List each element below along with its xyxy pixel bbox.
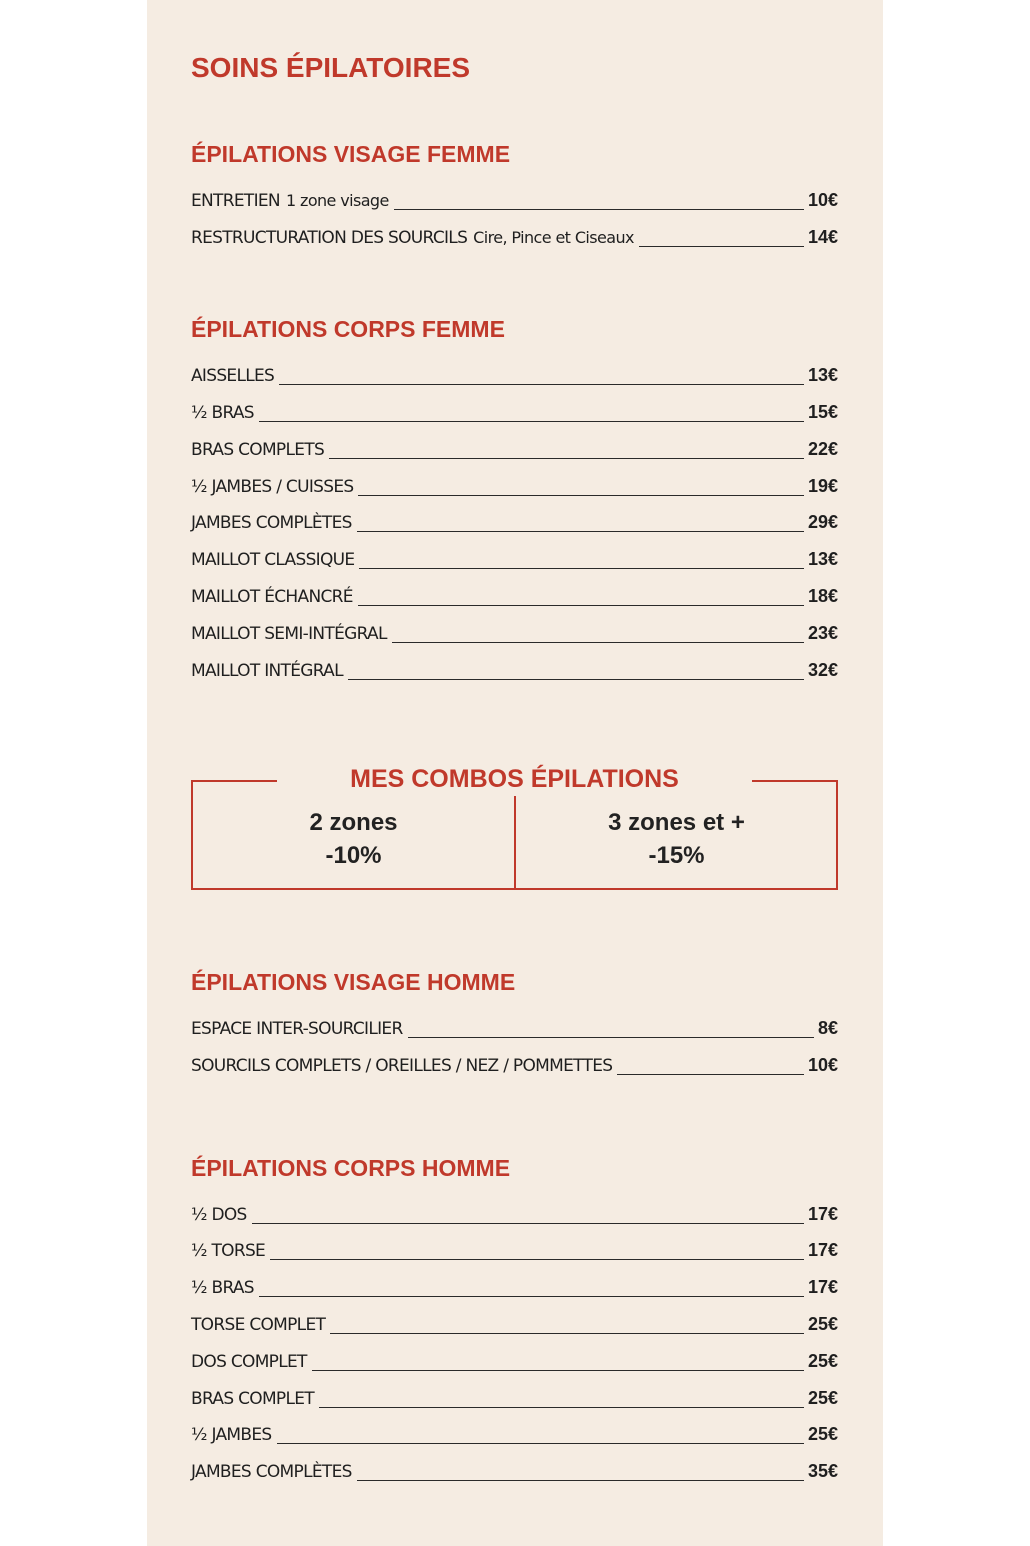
dotted-leader bbox=[348, 678, 804, 680]
item-label: RESTRUCTURATION DES SOURCILS bbox=[191, 228, 468, 248]
price-row bbox=[191, 549, 838, 575]
item-price: 13€ bbox=[807, 549, 838, 569]
dotted-leader bbox=[358, 494, 803, 496]
price-row bbox=[191, 660, 838, 686]
item-label: DOS COMPLET bbox=[191, 1352, 307, 1372]
combo-option bbox=[193, 806, 514, 872]
dotted-leader bbox=[330, 1332, 804, 1334]
item-label: ½ JAMBES bbox=[191, 1425, 272, 1445]
dotted-leader bbox=[617, 1073, 804, 1075]
dotted-leader bbox=[252, 1222, 804, 1224]
dotted-leader bbox=[394, 208, 804, 210]
item-detail: Cire, Pince et Ciseaux bbox=[473, 228, 634, 247]
item-price: 25€ bbox=[807, 1314, 838, 1334]
item-label: MAILLOT INTÉGRAL bbox=[191, 661, 343, 681]
dotted-leader bbox=[319, 1406, 804, 1408]
dotted-leader bbox=[259, 420, 804, 422]
price-row bbox=[191, 512, 838, 538]
combo-zones: 3 zones et + bbox=[608, 809, 745, 836]
item-price: 15€ bbox=[807, 402, 838, 422]
item-label: ENTRETIEN bbox=[191, 191, 280, 211]
combo-box bbox=[191, 780, 838, 890]
item-price: 25€ bbox=[807, 1424, 838, 1444]
item-price: 8€ bbox=[817, 1018, 838, 1038]
dotted-leader bbox=[359, 567, 804, 569]
price-row bbox=[191, 1240, 838, 1266]
item-label: BRAS COMPLETS bbox=[191, 440, 325, 460]
dotted-leader bbox=[392, 641, 804, 643]
item-price: 19€ bbox=[807, 476, 838, 496]
item-price: 14€ bbox=[807, 227, 838, 247]
section-title-corps-homme: ÉPILATIONS CORPS HOMME bbox=[191, 1155, 511, 1181]
price-row bbox=[191, 476, 838, 502]
dotted-leader bbox=[357, 530, 804, 532]
dotted-leader bbox=[277, 1442, 804, 1444]
item-price: 25€ bbox=[807, 1351, 838, 1371]
item-price: 23€ bbox=[807, 623, 838, 643]
item-price: 29€ bbox=[807, 512, 838, 532]
item-label: MAILLOT ÉCHANCRÉ bbox=[191, 587, 353, 607]
item-detail: 1 zone visage bbox=[285, 191, 389, 210]
dotted-leader bbox=[358, 604, 804, 606]
price-row bbox=[191, 1314, 838, 1340]
price-row bbox=[191, 1204, 838, 1230]
price-row bbox=[191, 1388, 838, 1414]
item-label: SOURCILS COMPLETS / OREILLES / NEZ / POMMETTES bbox=[191, 1056, 613, 1076]
item-label: AISSELLES bbox=[191, 366, 275, 386]
item-price: 13€ bbox=[807, 365, 838, 385]
dotted-leader bbox=[279, 383, 804, 385]
item-price: 17€ bbox=[807, 1277, 838, 1297]
price-row bbox=[191, 402, 838, 428]
price-row bbox=[191, 227, 838, 253]
item-label: ½ JAMBES / CUISSES bbox=[191, 477, 354, 497]
item-label: ESPACE INTER-SOURCILIER bbox=[191, 1019, 403, 1039]
dotted-leader bbox=[329, 457, 804, 459]
section-title-corps-femme: ÉPILATIONS CORPS FEMME bbox=[191, 316, 505, 342]
combo-zones: 2 zones bbox=[309, 809, 398, 836]
combo-discount: -10% bbox=[325, 842, 382, 869]
price-row bbox=[191, 1018, 838, 1044]
price-row bbox=[191, 439, 838, 465]
item-label: TORSE COMPLET bbox=[191, 1315, 326, 1335]
item-label: JAMBES COMPLÈTES bbox=[191, 1462, 352, 1482]
item-label: ½ TORSE bbox=[191, 1241, 266, 1261]
dotted-leader bbox=[312, 1369, 804, 1371]
item-label: ½ BRAS bbox=[191, 403, 254, 423]
item-price: 10€ bbox=[807, 190, 838, 210]
item-price: 10€ bbox=[807, 1055, 838, 1075]
price-row bbox=[191, 1277, 838, 1303]
dotted-leader bbox=[270, 1258, 804, 1260]
dotted-leader bbox=[357, 1479, 804, 1481]
price-row bbox=[191, 1424, 838, 1450]
price-row bbox=[191, 1055, 838, 1081]
price-row bbox=[191, 586, 838, 612]
combo-discount: -15% bbox=[648, 842, 705, 869]
price-row bbox=[191, 190, 838, 216]
section-title-visage-homme: ÉPILATIONS VISAGE HOMME bbox=[191, 969, 516, 995]
dotted-leader bbox=[259, 1295, 804, 1297]
item-price: 17€ bbox=[807, 1204, 838, 1224]
page-title: SOINS ÉPILATOIRES bbox=[191, 52, 471, 83]
price-row bbox=[191, 365, 838, 391]
item-price: 32€ bbox=[807, 660, 838, 680]
price-row bbox=[191, 1461, 838, 1487]
combo-title: MES COMBOS ÉPILATIONS bbox=[277, 762, 752, 796]
dotted-leader bbox=[408, 1036, 814, 1038]
price-row bbox=[191, 1351, 838, 1377]
dotted-leader bbox=[639, 245, 804, 247]
item-label: MAILLOT SEMI-INTÉGRAL bbox=[191, 624, 387, 644]
item-price: 35€ bbox=[807, 1461, 838, 1481]
item-price: 18€ bbox=[807, 586, 838, 606]
item-label: JAMBES COMPLÈTES bbox=[191, 513, 352, 533]
item-price: 25€ bbox=[807, 1388, 838, 1408]
item-price: 22€ bbox=[807, 439, 838, 459]
item-price: 17€ bbox=[807, 1240, 838, 1260]
section-title-visage-femme: ÉPILATIONS VISAGE FEMME bbox=[191, 141, 511, 167]
item-label: ½ DOS bbox=[191, 1205, 247, 1225]
item-label: BRAS COMPLET bbox=[191, 1389, 314, 1409]
price-row bbox=[191, 623, 838, 649]
combo-option bbox=[516, 806, 837, 872]
item-label: MAILLOT CLASSIQUE bbox=[191, 550, 355, 570]
price-list-panel bbox=[147, 0, 883, 1546]
item-label: ½ BRAS bbox=[191, 1278, 254, 1298]
